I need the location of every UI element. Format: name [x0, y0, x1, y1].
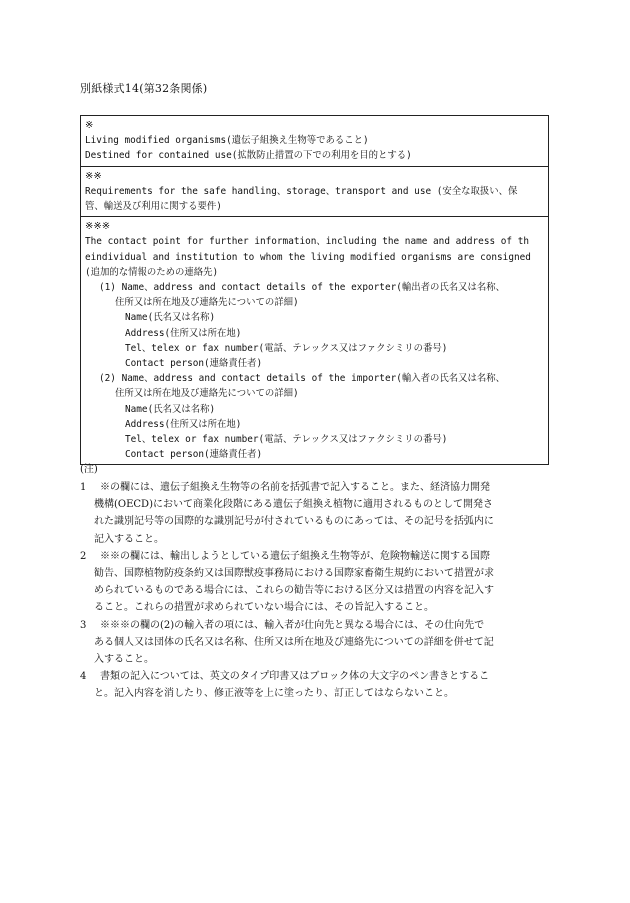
- section-line: The contact point for further information、including the name and address of th: [85, 236, 529, 248]
- section-safe-handling-requirements: [81, 166, 548, 217]
- importer-name-field: Name(氏名又は名称): [125, 403, 216, 415]
- note-number: 3: [80, 619, 87, 631]
- note-number: 2: [80, 550, 87, 562]
- importer-address-field: Address(住所又は所在地): [125, 418, 242, 430]
- note-number: 4: [80, 671, 87, 683]
- section-line: (追加的な情報のための連絡先): [85, 266, 219, 278]
- section-line: Living modified organisms(遺伝子組換え生物等であること): [85, 135, 369, 147]
- section-line: 管、輸送及び利用に関する要件): [85, 201, 222, 213]
- note-line: 入すること。: [94, 654, 154, 666]
- form-title: 別紙様式14(第32条関係): [80, 82, 208, 95]
- section-living-modified-organisms: [81, 116, 548, 166]
- note-line: と。記入内容を消したり、修正液等を上に塗ったり、訂正してはならないこと。: [94, 688, 454, 700]
- importer-tel-field: Tel、telex or fax number(電話、テレックス又はファクシミリの番号): [125, 434, 448, 446]
- note-item: [80, 668, 552, 702]
- exporter-tel-field: Tel、telex or fax number(電話、テレックス又はファクシミリの番号): [125, 342, 448, 354]
- section-marker: ※※※: [85, 221, 111, 233]
- note-line: ある個人又は団体の氏名又は名称、住所又は所在地及び連絡先についての詳細を併せて記: [94, 636, 494, 648]
- section-marker: ※※: [85, 170, 102, 182]
- note-line: ※※※の欄の(2)の輸入者の項には、輸入者が仕向先と異なる場合には、その仕向先で: [100, 619, 485, 631]
- exporter-name-field: Name(氏名又は名称): [125, 312, 216, 324]
- section-line: eindividual and institution to whom the living modified organisms are consigned: [85, 251, 531, 263]
- importer-heading-cont: 住所又は所在地及び連絡先についての詳細): [115, 388, 299, 400]
- exporter-contact-field: Contact person(連絡責任者): [125, 358, 263, 370]
- note-line: れた識別記号等の国際的な識別記号が付されているものにあっては、その記号を括弧内に: [94, 516, 494, 528]
- section-line: Requirements for the safe handling、storage、transport and use (安全な取扱い、保: [85, 185, 518, 197]
- note-item: [80, 617, 552, 669]
- importer-heading: (2) Name、address and contact details of the importer(輸入者の氏名又は名称、: [99, 373, 506, 385]
- note-line: ※の欄には、遺伝子組換え生物等の名前を括弧書で記入すること。また、経済協力開発: [100, 482, 490, 493]
- note-line: 書類の記入については、英文のタイプ印書又はブロック体の大文字のペン書きとするこ: [100, 671, 490, 683]
- note-text: [94, 668, 552, 702]
- notes-heading: (注): [80, 464, 98, 475]
- exporter-heading-cont: 住所又は所在地及び連絡先についての詳細): [115, 297, 299, 309]
- note-line: 機構(OECD)において商業化段階にある遺伝子組換え植物に適用されるものとして開発さ: [94, 499, 493, 511]
- note-text: [94, 548, 552, 617]
- note-line: ※※の欄には、輸出しようとしている遺伝子組換え生物等が、危険物輸送に関する国際: [100, 550, 490, 562]
- form-table: [80, 115, 549, 465]
- note-line: められているものである場合には、これらの勧告等における区分又は措置の内容を記入す: [94, 585, 494, 597]
- section-marker: ※: [85, 120, 94, 131]
- section-contact-point: [81, 216, 548, 464]
- note-line: 記入すること。: [94, 533, 164, 545]
- note-line: ること。これらの措置が求められていない場合には、その旨記入すること。: [94, 602, 434, 614]
- note-item: [80, 548, 552, 617]
- note-line: 勧告、国際植物防疫条約又は国際獣疫事務局における国際家畜衛生規約において措置が求: [94, 568, 494, 580]
- notes-section: [80, 462, 552, 703]
- importer-details: [85, 371, 544, 462]
- exporter-details: [85, 280, 544, 371]
- note-text: [94, 617, 552, 669]
- note-number: 1: [80, 482, 87, 493]
- note-text: [94, 479, 552, 548]
- note-item: [80, 479, 552, 548]
- exporter-address-field: Address(住所又は所在地): [125, 327, 242, 339]
- section-line: Destined for contained use(拡散防止措置の下での利用を目的とする): [85, 150, 412, 162]
- exporter-heading: (1) Name、address and contact details of the exporter(輸出者の氏名又は名称、: [99, 282, 506, 294]
- importer-contact-field: Contact person(連絡責任者): [125, 449, 263, 461]
